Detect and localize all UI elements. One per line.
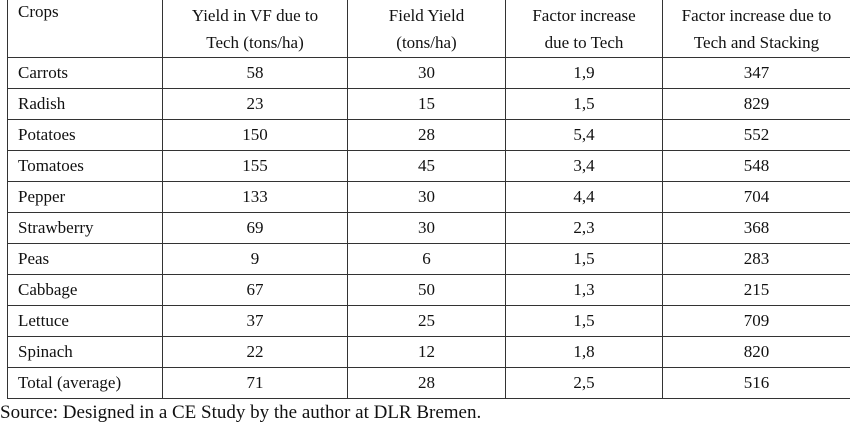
cell-vf-yield: 133 — [163, 182, 348, 213]
cell-factor-tech: 5,4 — [506, 120, 663, 151]
cell-vf-yield: 37 — [163, 306, 348, 337]
cell-field-yield: 30 — [348, 213, 506, 244]
header-line: Tech (tons/ha) — [206, 33, 304, 52]
header-factor-tech — [506, 0, 663, 58]
header-factor-tech-stacking — [663, 0, 850, 58]
cell-vf-yield: 150 — [163, 120, 348, 151]
table-row — [8, 337, 850, 368]
cell-field-yield: 30 — [348, 182, 506, 213]
header-line: Field Yield — [388, 6, 465, 25]
table-row — [8, 182, 850, 213]
cell-vf-yield: 155 — [163, 151, 348, 182]
cell-crop: Tomatoes — [8, 151, 163, 182]
yield-comparison-table — [7, 0, 850, 399]
cell-factor-tech: 4,4 — [506, 182, 663, 213]
cell-factor-tech-stacking: 552 — [663, 120, 850, 151]
table-row — [8, 120, 850, 151]
cell-factor-tech: 1,5 — [506, 89, 663, 120]
header-vf-yield — [163, 0, 348, 58]
cell-factor-tech-stacking: 283 — [663, 244, 850, 275]
cell-factor-tech: 2,3 — [506, 213, 663, 244]
cell-vf-yield: 69 — [163, 213, 348, 244]
cell-factor-tech-stacking: 709 — [663, 306, 850, 337]
cell-crop: Lettuce — [8, 306, 163, 337]
table-row — [8, 244, 850, 275]
cell-crop: Potatoes — [8, 120, 163, 151]
cell-field-yield: 30 — [348, 58, 506, 89]
cell-factor-tech: 1,9 — [506, 58, 663, 89]
table-row — [8, 213, 850, 244]
header-row — [8, 0, 850, 58]
cell-factor-tech: 1,5 — [506, 244, 663, 275]
header-field-yield — [348, 0, 506, 58]
header-crops — [8, 0, 163, 58]
cell-factor-tech-stacking: 820 — [663, 337, 850, 368]
table-row — [8, 151, 850, 182]
cell-vf-yield: 22 — [163, 337, 348, 368]
cell-factor-tech-stacking: 347 — [663, 58, 850, 89]
cell-factor-tech-stacking: 829 — [663, 89, 850, 120]
cell-vf-yield: 23 — [163, 89, 348, 120]
cell-field-yield: 50 — [348, 275, 506, 306]
cell-factor-tech-stacking: 704 — [663, 182, 850, 213]
header-line: Crops — [18, 2, 59, 21]
header-line: (tons/ha) — [396, 33, 457, 52]
table-row — [8, 368, 850, 399]
cell-vf-yield: 9 — [163, 244, 348, 275]
cell-field-yield: 45 — [348, 151, 506, 182]
table-header — [8, 0, 850, 58]
table-row — [8, 306, 850, 337]
source-note: Source: Designed in a CE Study by the author at DLR Bremen. — [0, 402, 482, 423]
header-line: Factor increase — [532, 6, 636, 25]
table-body — [8, 58, 850, 399]
cell-field-yield: 25 — [348, 306, 506, 337]
cell-crop: Total (average) — [8, 368, 163, 399]
cell-crop: Radish — [8, 89, 163, 120]
header-line: due to Tech — [544, 33, 624, 52]
cell-factor-tech: 3,4 — [506, 151, 663, 182]
cell-crop: Carrots — [8, 58, 163, 89]
cell-vf-yield: 67 — [163, 275, 348, 306]
cell-crop: Peas — [8, 244, 163, 275]
cell-factor-tech: 1,3 — [506, 275, 663, 306]
header-line: Factor increase due to — [681, 6, 832, 25]
cell-field-yield: 6 — [348, 244, 506, 275]
cell-factor-tech: 2,5 — [506, 368, 663, 399]
cell-field-yield: 12 — [348, 337, 506, 368]
cell-factor-tech-stacking: 548 — [663, 151, 850, 182]
header-line: Tech and Stacking — [693, 33, 820, 52]
cell-crop: Cabbage — [8, 275, 163, 306]
cell-factor-tech-stacking: 516 — [663, 368, 850, 399]
cell-vf-yield: 58 — [163, 58, 348, 89]
cell-factor-tech: 1,5 — [506, 306, 663, 337]
cell-vf-yield: 71 — [163, 368, 348, 399]
cell-field-yield: 15 — [348, 89, 506, 120]
cell-factor-tech-stacking: 368 — [663, 213, 850, 244]
table-row — [8, 89, 850, 120]
cell-field-yield: 28 — [348, 120, 506, 151]
header-line: Yield in VF due to — [191, 6, 319, 25]
cell-factor-tech: 1,8 — [506, 337, 663, 368]
table-row — [8, 58, 850, 89]
table-row — [8, 275, 850, 306]
cell-crop: Spinach — [8, 337, 163, 368]
cell-crop: Pepper — [8, 182, 163, 213]
cell-field-yield: 28 — [348, 368, 506, 399]
cell-crop: Strawberry — [8, 213, 163, 244]
cell-factor-tech-stacking: 215 — [663, 275, 850, 306]
